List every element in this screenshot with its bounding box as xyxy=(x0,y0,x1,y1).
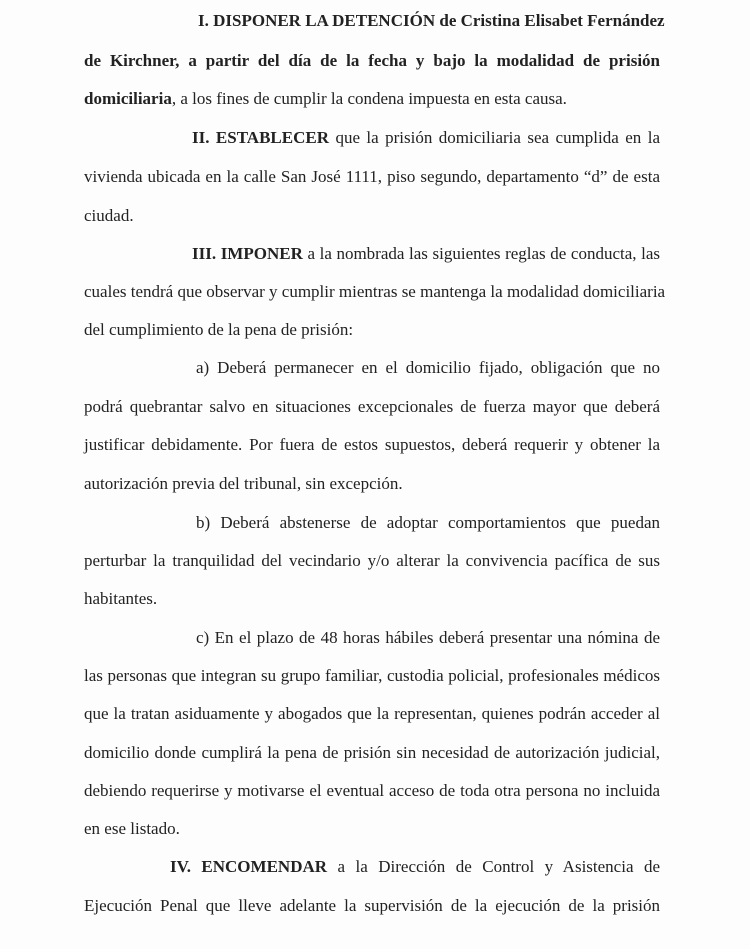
section-1-line-3-bold: domiciliaria xyxy=(84,89,172,108)
section-3-line-1-text: a la nombrada las siguientes reglas de conducta, las xyxy=(307,244,660,263)
rule-b-line-3: habitantes. xyxy=(84,589,158,608)
section-1-line-2 xyxy=(84,51,660,71)
rule-a-line-4: autorización previa del tribunal, sin excepción. xyxy=(84,474,403,493)
section-4-heading: IV. ENCOMENDAR xyxy=(170,857,328,876)
section-2-line-3: ciudad. xyxy=(84,206,134,225)
rule-b-line-2: perturbar la tranquilidad del vecindario y/o alterar la convivencia pacífica de sus xyxy=(84,551,660,570)
section-1-line-2-text: de Kirchner, a partir del día de la fecha y bajo la modalidad de prisión xyxy=(84,51,660,70)
section-4-line-2: Ejecución Penal que lleve adelante la supervisión de la ejecución de la prisión xyxy=(84,896,660,915)
section-2-heading: II. ESTABLECER xyxy=(192,128,329,147)
section-2-line-1-text: que la prisión domiciliaria sea cumplida en la xyxy=(335,128,660,147)
section-3-line-1 xyxy=(192,244,660,264)
rule-c-line-2: las personas que integran su grupo familiar, custodia policial, profesionales médicos xyxy=(84,666,660,685)
section-1-line-3-text: , a los fines de cumplir la condena impuesta en esta causa. xyxy=(171,89,567,108)
section-1-heading: I. DISPONER LA DETENCIÓN xyxy=(198,11,436,30)
rule-a-line-3: justificar debidamente. Por fuera de estos supuestos, deberá requerir y obtener la xyxy=(84,435,660,454)
section-3-line-2: cuales tendrá que observar y cumplir mientras se mantenga la modalidad domiciliaria xyxy=(84,282,666,301)
rule-c-line-3: que la tratan asiduamente y abogados que la representan, quienes podrán acceder al xyxy=(84,704,660,723)
rule-c-line-1: c) En el plazo de 48 horas hábiles deberá presentar una nómina de xyxy=(196,628,660,647)
rule-a-line-1: a) Deberá permanecer en el domicilio fijado, obligación que no xyxy=(196,358,660,377)
section-1-line-3 xyxy=(84,89,660,109)
section-4-line-1 xyxy=(170,857,660,877)
section-1-line-1 xyxy=(198,11,665,31)
rule-a-line-2: podrá quebrantar salvo en situaciones excepcionales de fuerza mayor que deberá xyxy=(84,397,660,416)
section-4-line-1-text: a la Dirección de Control y Asistencia de xyxy=(337,857,661,876)
rule-c-line-6: en ese listado. xyxy=(84,819,180,838)
section-3-heading: III. IMPONER xyxy=(192,244,303,263)
rule-c-line-4: domicilio donde cumplirá la pena de prisión sin necesidad de autorización judicial, xyxy=(84,743,660,762)
rule-b-line-1: b) Deberá abstenerse de adoptar comportamientos que puedan xyxy=(196,513,660,532)
section-2-line-2: vivienda ubicada en la calle San José 1111, piso segundo, departamento “d” de esta xyxy=(84,167,660,186)
section-2-line-1 xyxy=(192,128,660,148)
section-3-line-3: del cumplimiento de la pena de prisión: xyxy=(84,320,354,339)
rule-c-line-5: debiendo requerirse y motivarse el eventual acceso de toda otra persona no incluida xyxy=(84,781,660,800)
section-1-line-1-text: de Cristina Elisabet Fernández xyxy=(439,11,665,30)
